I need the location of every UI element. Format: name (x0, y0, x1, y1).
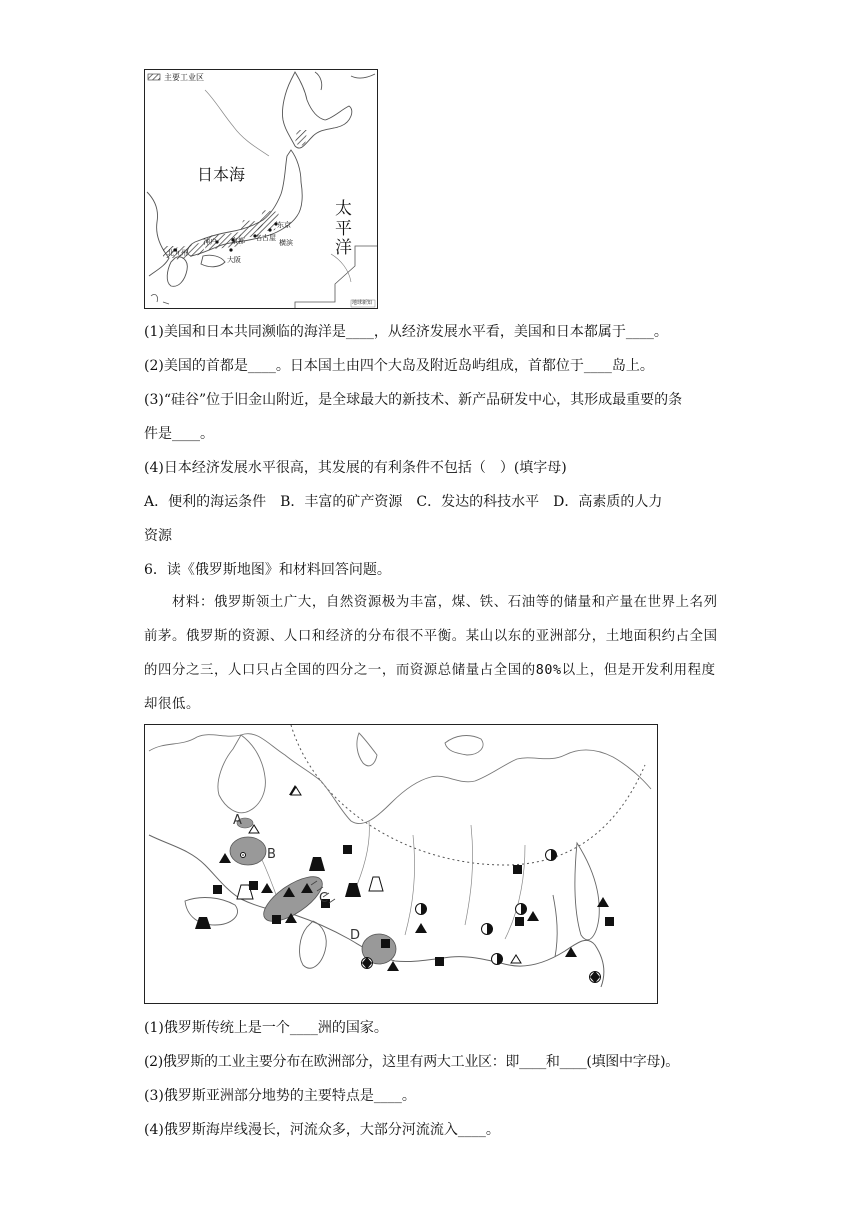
coal-symbol (605, 917, 614, 926)
map-label-d: D (350, 928, 361, 943)
iron-symbol-open (369, 877, 383, 891)
q5-options-line-1: A．便利的海运条件 B．丰富的矿产资源 C．发达的科技水平 D．高素质的人力 (144, 494, 663, 510)
q5-part-1: (1)美国和日本共同濒临的海洋是____，从经济发展水平看，美国和日本都属于____。 (144, 324, 668, 340)
ocean-label-char-1: 太 (335, 199, 352, 219)
shikoku-outline (201, 255, 225, 267)
gas-symbol (511, 955, 521, 963)
russia-map-graphic (145, 725, 657, 1003)
iron-symbol (345, 883, 361, 897)
iron-symbol (195, 917, 211, 929)
zone-b (230, 837, 266, 865)
industrial-zone-hokkaido (295, 130, 307, 146)
coal-symbol (515, 917, 524, 926)
q5-part-4: (4)日本经济发展水平很高，其发展的有利条件不包括（ ）(填字母) (144, 460, 567, 476)
q6-title: 6．读《俄罗斯地图》和材料回答问题。 (144, 562, 391, 578)
north-coast (149, 734, 651, 824)
q6-part-3: (3)俄罗斯亚洲部分地势的主要特点是____。 (144, 1088, 416, 1104)
q6-material: 材料：俄罗斯领土广大，自然资源极为丰富，煤、铁、石油等的储量和产量在世界上名列前茅。俄罗斯的资源、人口和经济的分布很不平衡。某山以东的亚洲部分，土地面积约占全国的四分之三，人口只占全国的四分之一，而资源总储量占全国的80%以上，但是开发利用程度却很低。 (144, 595, 718, 712)
black-sea (185, 898, 238, 925)
map-label-a: A (233, 813, 242, 828)
oil-symbol (261, 883, 273, 893)
q6-part-1: (1)俄罗斯传统上是一个____洲的国家。 (144, 1020, 388, 1036)
coal-symbol (435, 957, 444, 966)
q5-part-2: (2)美国的首都是____。日本国土由四个大岛及附近岛屿组成，首都位于____岛上。 (144, 358, 654, 374)
oil-symbol (387, 961, 399, 971)
kyushu-outline (167, 257, 187, 287)
q5-part-3-line-1: (3)“硅谷”位于旧金山附近，是全球最大的新技术、新产品研发中心，其形成最重要的条 (144, 392, 683, 408)
q6-part-4: (4)俄罗斯海岸线漫长，河流众多，大部分河流流入____。 (144, 1122, 500, 1138)
city-label-kobe: 神户 (203, 238, 217, 246)
korea-coast (147, 192, 169, 276)
city-label-kyoto: 京都 (231, 237, 245, 245)
scandinavia (218, 735, 265, 813)
q5-part-3-line-2: 件是____。 (144, 426, 214, 442)
coal-symbol (381, 939, 390, 948)
kamchatka (575, 843, 599, 940)
coal-symbol (249, 881, 258, 890)
coal-symbol (343, 845, 352, 854)
oil-symbol (415, 923, 427, 933)
ocean-label-char-2: 平 (335, 219, 352, 239)
japan-map-graphic (145, 70, 377, 308)
coal-symbol (272, 915, 281, 924)
coal-symbol (213, 885, 222, 894)
russia-map (144, 724, 658, 1004)
legend-swatch (148, 74, 160, 80)
city-label-kitakyushu: 北九州 (167, 249, 188, 257)
map-label-b: B (267, 847, 276, 862)
coal-symbol (513, 865, 522, 874)
legend-label: 主要工业区 (164, 73, 204, 82)
source-tag: 地球新知 (352, 300, 373, 306)
ocean-label-char-3: 洋 (335, 238, 352, 258)
iron-symbol (309, 857, 325, 871)
city-label-osaka: 大阪 (227, 256, 241, 264)
sea-label: 日本海 (197, 165, 246, 184)
city-label-nagoya: 名古屋 (255, 234, 276, 242)
oil-symbol (219, 853, 231, 863)
q6-part-2: (2)俄罗斯的工业主要分布在欧洲部分，这里有两大工业区：即____和____(填图中字母)。 (144, 1054, 679, 1070)
caspian-sea (300, 921, 327, 968)
novaya-zemlya (357, 733, 377, 766)
city-label-tokyo: 东京 (277, 221, 291, 229)
hokkaido-outline (282, 72, 351, 148)
city-label-yokohama: 横滨 (279, 239, 293, 247)
arctic-circle (291, 725, 645, 865)
q5-options-line-2: 资源 (144, 528, 172, 544)
map-label-c: C (319, 891, 329, 906)
metal-symbols (362, 850, 601, 984)
japan-map (144, 69, 378, 309)
oil-symbol (565, 947, 577, 957)
oil-symbol (527, 911, 539, 921)
